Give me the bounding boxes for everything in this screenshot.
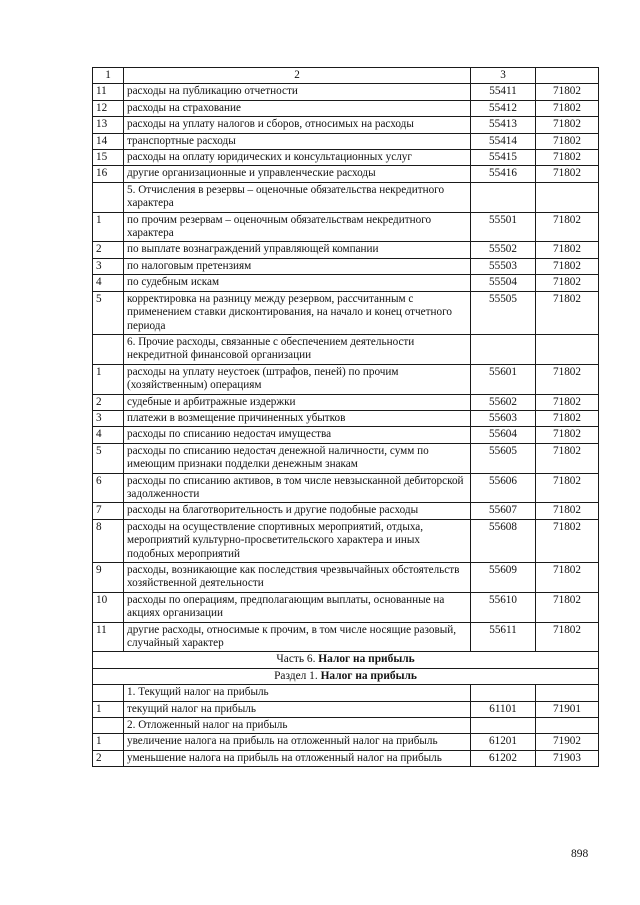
row-number: 8: [93, 519, 124, 562]
account-code: 55501: [471, 212, 536, 242]
section-heading-main-prefix: Раздел 1.: [274, 669, 321, 682]
section-heading: 1. Текущий налог на прибыль: [124, 685, 471, 701]
account-code: 55605: [471, 443, 536, 473]
row-number: 2: [93, 750, 124, 766]
linked-account: 71802: [536, 410, 599, 426]
table-row: [93, 427, 599, 443]
linked-account: 71802: [536, 166, 599, 182]
header-col-4: [536, 68, 599, 84]
account-code: [471, 182, 536, 212]
row-number: 11: [93, 84, 124, 100]
linked-account: 71802: [536, 275, 599, 291]
table-row: [93, 364, 599, 394]
linked-account: 71802: [536, 100, 599, 116]
linked-account: 71802: [536, 394, 599, 410]
account-description: расходы по операциям, предполагающим выплаты, основанные на акциях организации: [124, 592, 471, 622]
row-number: 1: [93, 701, 124, 717]
section-heading-main: [93, 668, 599, 684]
linked-account: 71802: [536, 443, 599, 473]
account-description: по судебным искам: [124, 275, 471, 291]
account-description: другие организационные и управленческие расходы: [124, 166, 471, 182]
account-description: расходы на осуществление спортивных мероприятий, отдыха, мероприятий культурно-просветительского характера и иных подобных мероприятий: [124, 519, 471, 562]
linked-account: 71802: [536, 563, 599, 593]
linked-account: 71903: [536, 750, 599, 766]
linked-account: [536, 182, 599, 212]
section-heading-main-cell: [93, 668, 599, 684]
row-number: 11: [93, 622, 124, 652]
linked-account: 71802: [536, 212, 599, 242]
account-description: судебные и арбитражные издержки: [124, 394, 471, 410]
account-description: корректировка на разницу между резервом, рассчитанным с применением ставки дисконтирования, на начало и конец отчетного периода: [124, 291, 471, 334]
account-description: расходы по списанию недостач денежной наличности, сумм по имеющим признаки подделки денежным знакам: [124, 443, 471, 473]
account-code: 55608: [471, 519, 536, 562]
account-code: 55606: [471, 473, 536, 503]
account-code: 55416: [471, 166, 536, 182]
row-number: 15: [93, 150, 124, 166]
linked-account: [536, 718, 599, 734]
account-code: 55415: [471, 150, 536, 166]
row-number: 12: [93, 100, 124, 116]
account-code: [471, 334, 536, 364]
linked-account: 71802: [536, 519, 599, 562]
table-row: [93, 291, 599, 334]
account-code: 55601: [471, 364, 536, 394]
linked-account: 71802: [536, 592, 599, 622]
table-row: [93, 100, 599, 116]
section-heading: 6. Прочие расходы, связанные с обеспечением деятельности некредитной финансовой организации: [124, 334, 471, 364]
linked-account: 71802: [536, 84, 599, 100]
table-row: [93, 84, 599, 100]
account-description: расходы на уплату неустоек (штрафов, пеней) по прочим (хозяйственным) операциям: [124, 364, 471, 394]
account-description: текущий налог на прибыль: [124, 701, 471, 717]
linked-account: [536, 685, 599, 701]
account-code: 55414: [471, 133, 536, 149]
table-row: [93, 563, 599, 593]
row-number: 4: [93, 427, 124, 443]
linked-account: 71802: [536, 291, 599, 334]
account-description: расходы, возникающие как последствия чрезвычайных обстоятельств хозяйственной деятельности: [124, 563, 471, 593]
table-header-row: [93, 68, 599, 84]
account-code: 55502: [471, 242, 536, 258]
account-code: 55603: [471, 410, 536, 426]
account-description: уменьшение налога на прибыль на отложенный налог на прибыль: [124, 750, 471, 766]
account-description: расходы на благотворительность и другие подобные расходы: [124, 503, 471, 519]
row-number: 10: [93, 592, 124, 622]
linked-account: 71901: [536, 701, 599, 717]
account-code: 55413: [471, 117, 536, 133]
section-heading-main-title: Налог на прибыль: [320, 669, 417, 682]
linked-account: 71902: [536, 734, 599, 750]
account-description: по прочим резервам – оценочным обязательствам некредитного характера: [124, 212, 471, 242]
section-heading: 2. Отложенный налог на прибыль: [124, 718, 471, 734]
part-heading-cell: [93, 652, 599, 668]
row-number: 1: [93, 734, 124, 750]
row-number: 7: [93, 503, 124, 519]
section-heading-row: [93, 718, 599, 734]
row-number: 1: [93, 364, 124, 394]
row-number: 6: [93, 473, 124, 503]
table-row: [93, 443, 599, 473]
account-description: другие расходы, относимые к прочим, в том числе носящие разовый, случайный характер: [124, 622, 471, 652]
account-description: расходы на оплату юридических и консультационных услуг: [124, 150, 471, 166]
table-row: [93, 212, 599, 242]
row-number: 9: [93, 563, 124, 593]
table-row: [93, 473, 599, 503]
table-row: [93, 410, 599, 426]
linked-account: 71802: [536, 622, 599, 652]
row-number: [93, 685, 124, 701]
row-number: 3: [93, 258, 124, 274]
row-number: 1: [93, 212, 124, 242]
linked-account: [536, 334, 599, 364]
row-number: [93, 718, 124, 734]
account-description: расходы по списанию недостач имущества: [124, 427, 471, 443]
account-code: 61101: [471, 701, 536, 717]
account-description: увеличение налога на прибыль на отложенный налог на прибыль: [124, 734, 471, 750]
header-col-1: 1: [93, 68, 124, 84]
chart-of-accounts-table: [92, 67, 599, 767]
table-row: [93, 592, 599, 622]
part-heading-prefix: Часть 6.: [276, 653, 319, 666]
account-code: 55607: [471, 503, 536, 519]
table-row: [93, 150, 599, 166]
page-number: 898: [571, 848, 589, 860]
row-number: 3: [93, 410, 124, 426]
account-code: 55503: [471, 258, 536, 274]
linked-account: 71802: [536, 473, 599, 503]
account-description: по выплате вознаграждений управляющей компании: [124, 242, 471, 258]
account-description: платежи в возмещение причиненных убытков: [124, 410, 471, 426]
account-description: по налоговым претензиям: [124, 258, 471, 274]
part-heading-title: Налог на прибыль: [318, 653, 415, 666]
account-code: 55411: [471, 84, 536, 100]
table-row: [93, 166, 599, 182]
account-description: расходы по списанию активов, в том числе невзысканной дебиторской задолженности: [124, 473, 471, 503]
table-row: [93, 258, 599, 274]
account-code: 55504: [471, 275, 536, 291]
section-heading-row: [93, 182, 599, 212]
linked-account: 71802: [536, 503, 599, 519]
section-heading: 5. Отчисления в резервы – оценочные обязательства некредитного характера: [124, 182, 471, 212]
table-row: [93, 117, 599, 133]
account-description: расходы на уплату налогов и сборов, относимых на расходы: [124, 117, 471, 133]
account-code: [471, 685, 536, 701]
account-code: 55602: [471, 394, 536, 410]
account-code: [471, 718, 536, 734]
account-code: 61202: [471, 750, 536, 766]
account-code: 55412: [471, 100, 536, 116]
linked-account: 71802: [536, 242, 599, 258]
table-row: [93, 242, 599, 258]
table-row: [93, 503, 599, 519]
linked-account: 71802: [536, 258, 599, 274]
row-number: 5: [93, 291, 124, 334]
table-row: [93, 750, 599, 766]
linked-account: 71802: [536, 364, 599, 394]
linked-account: 71802: [536, 150, 599, 166]
table-row: [93, 275, 599, 291]
linked-account: 71802: [536, 133, 599, 149]
account-description: расходы на публикацию отчетности: [124, 84, 471, 100]
row-number: 4: [93, 275, 124, 291]
table-row: [93, 734, 599, 750]
row-number: 5: [93, 443, 124, 473]
row-number: 2: [93, 394, 124, 410]
header-col-3: 3: [471, 68, 536, 84]
table-row: [93, 622, 599, 652]
table-row: [93, 701, 599, 717]
section-heading-row: [93, 685, 599, 701]
part-heading: [93, 652, 599, 668]
row-number: [93, 182, 124, 212]
account-code: 55505: [471, 291, 536, 334]
table-row: [93, 519, 599, 562]
table-row: [93, 394, 599, 410]
account-code: 55609: [471, 563, 536, 593]
row-number: 16: [93, 166, 124, 182]
account-description: расходы на страхование: [124, 100, 471, 116]
linked-account: 71802: [536, 117, 599, 133]
account-code: 55604: [471, 427, 536, 443]
row-number: 14: [93, 133, 124, 149]
header-col-2: 2: [124, 68, 471, 84]
row-number: 13: [93, 117, 124, 133]
account-code: 61201: [471, 734, 536, 750]
account-description: транспортные расходы: [124, 133, 471, 149]
section-heading-row: [93, 334, 599, 364]
table-row: [93, 133, 599, 149]
row-number: [93, 334, 124, 364]
account-code: 55610: [471, 592, 536, 622]
row-number: 2: [93, 242, 124, 258]
linked-account: 71802: [536, 427, 599, 443]
account-code: 55611: [471, 622, 536, 652]
